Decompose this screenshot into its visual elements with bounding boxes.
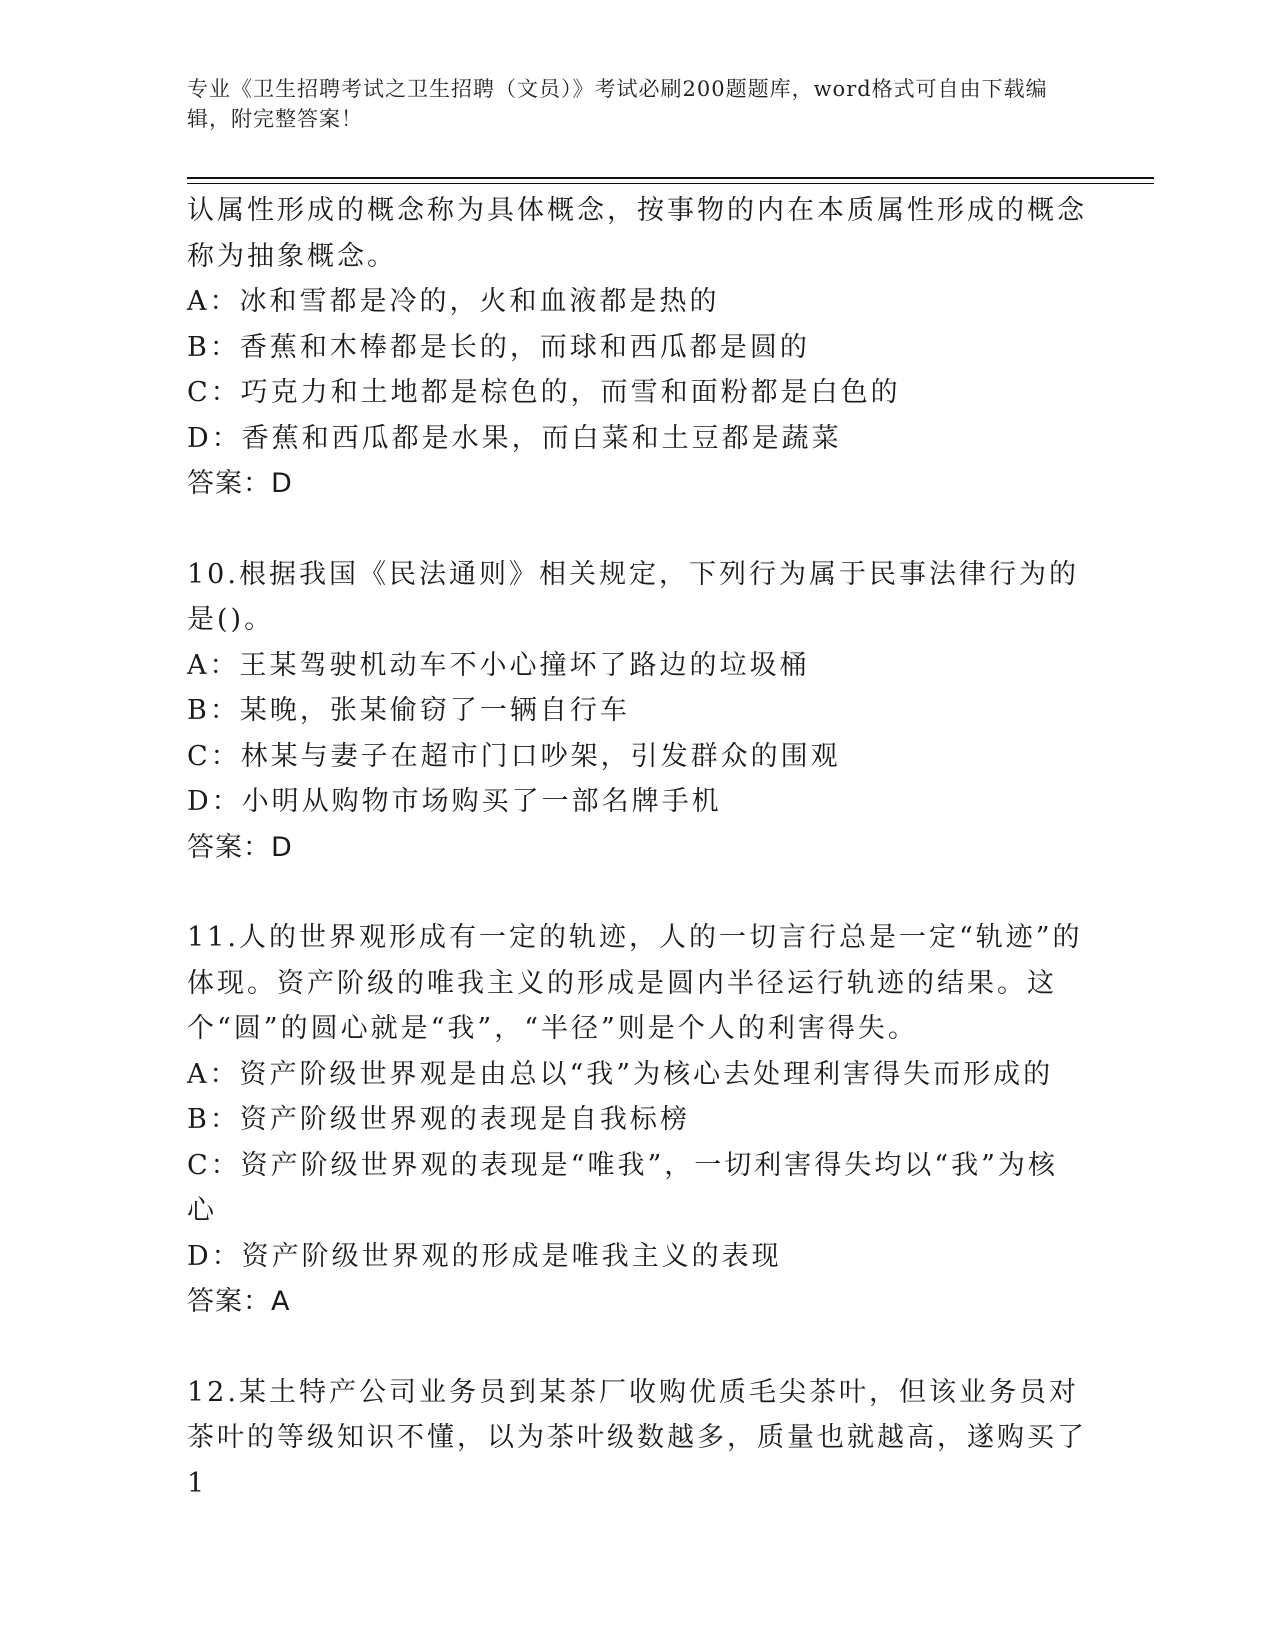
option-d: D：香蕉和西瓜都是水果，而白菜和土豆都是蔬菜 [187, 422, 842, 454]
option-c: C：资产阶级世界观的表现是“唯我”，一切利害得失均以“我”为核心 [187, 1149, 1058, 1226]
header-divider-thin [187, 183, 1154, 184]
question-12 [187, 1370, 1087, 1507]
option-a: A：资产阶级世界观是由总以“我”为核心去处理利害得失而形成的 [187, 1058, 1054, 1090]
option-d: D：小明从购物市场购买了一部名牌手机 [187, 786, 722, 817]
spacer [187, 1325, 1087, 1370]
question-stem: 11.人的世界观形成有一定的轨迹，人的一切言行总是一定“轨迹”的体现。资产阶级的唯我主义的形成是圆内半径运行轨迹的结果。这个“圆”的圆心就是“我”，“半径”则是个人的利害得失。 [187, 922, 1083, 1044]
option-b: B：某晚，张某偷窃了一辆自行车 [187, 695, 630, 726]
option-c: C：林某与妻子在超市门口吵架，引发群众的围观 [187, 740, 841, 772]
spacer [187, 870, 1087, 915]
answer: 答案：A [187, 1286, 291, 1317]
option-a: A：冰和雪都是冷的，火和血液都是热的 [187, 286, 720, 317]
answer: 答案：D [187, 468, 293, 499]
header-divider-thick [187, 177, 1154, 179]
spacer [187, 507, 1087, 552]
document-header: 专业《卫生招聘考试之卫生招聘（文员）》考试必刷200题题库，word格式可自由下载编辑，附完整答案！ [187, 77, 1048, 131]
document-body [187, 188, 1087, 1506]
option-c: C：巧克力和土地都是棕色的，而雪和面粉都是白色的 [187, 377, 901, 408]
question-stem: 12.某土特产公司业务员到某茶厂收购优质毛尖茶叶，但该业务员对茶叶的等级知识不懂，以为茶叶级数越多，质量也就越高，遂购买了1 [187, 1376, 1087, 1499]
question-9 [187, 188, 1087, 507]
question-10 [187, 552, 1087, 871]
option-b: B：资产阶级世界观的表现是自我标榜 [187, 1104, 690, 1135]
answer: 答案：D [187, 831, 293, 863]
question-11 [187, 915, 1087, 1325]
option-b: B：香蕉和木棒都是长的，而球和西瓜都是圆的 [187, 331, 810, 363]
question-stem: 认属性形成的概念称为具体概念，按事物的内在本质属性形成的概念称为抽象概念。 [187, 195, 1087, 272]
option-a: A：王某驾驶机动车不小心撞坏了路边的垃圾桶 [187, 649, 810, 681]
option-d: D：资产阶级世界观的形成是唯我主义的表现 [187, 1240, 782, 1272]
question-stem: 10.根据我国《民法通则》相关规定，下列行为属于民事法律行为的是()。 [187, 558, 1079, 635]
